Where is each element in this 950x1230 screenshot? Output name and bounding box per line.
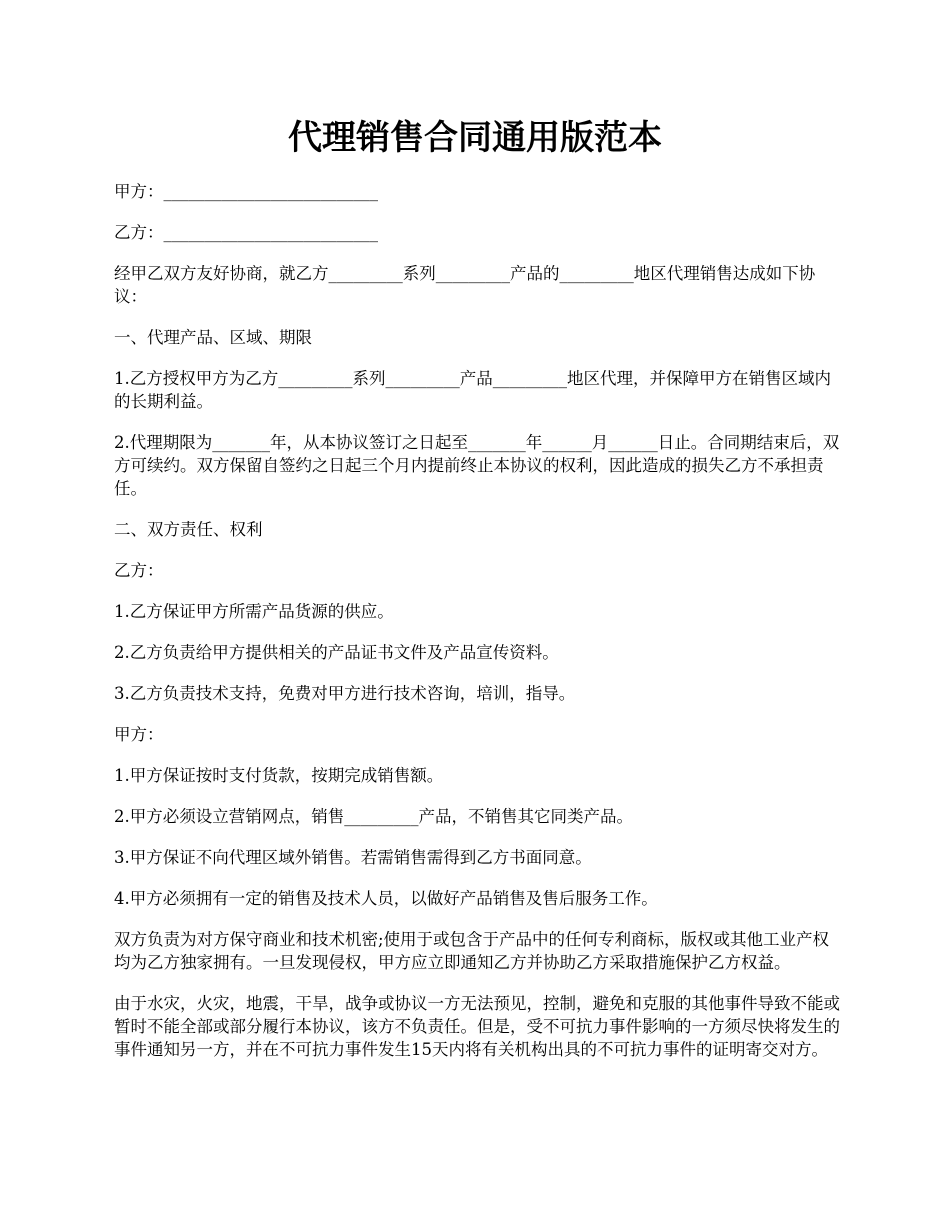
party-a-line: 甲方：__________________________ (114, 182, 378, 201)
party-a-clause-3: 3.甲方保证不向代理区域外销售。若需销售需得到乙方书面同意。 (114, 848, 592, 867)
party-b-clause-3: 3.乙方负责技术支持，免费对甲方进行技术咨询，培训，指导。 (114, 684, 576, 703)
party-b-clause-2: 2.乙方负责给甲方提供相关的产品证书文件及产品宣传资料。 (114, 643, 559, 662)
party-a-heading: 甲方： (114, 725, 164, 744)
document-body (114, 180, 840, 1079)
section-heading-2: 二、双方责任、权利 (114, 520, 263, 539)
confidentiality-paragraph: 双方负责为对方保守商业和技术机密;使用于或包含于产品中的任何专利商标，版权或其他工业产权均为乙方独家拥有。一旦发现侵权，甲方应立即通知乙方并协助乙方采取措施保护乙方权益。 (114, 930, 830, 972)
party-b-clause-1: 1.乙方保证甲方所需产品货源的供应。 (114, 602, 394, 621)
party-b-heading: 乙方： (114, 561, 164, 580)
force-majeure-paragraph: 由于水灾，火灾，地震，干旱，战争或协议一方无法预见，控制，避免和克服的其他事件导致不能或暂时不能全部或部分履行本协议，该方不负责任。但是，受不可抗力事件影响的一方须尽快将发生的事件通知另一方，并在不可抗力事件发生15天内将有关机构出具的不可抗力事件的证明寄交对方。 (114, 994, 840, 1059)
document-title: 代理销售合同通用版范本 (288, 118, 662, 158)
section-heading-1: 一、代理产品、区域、期限 (114, 328, 312, 347)
clause-1-1: 1.乙方授权甲方为乙方_________系列_________产品_________地区代理，并保障甲方在销售区域内的长期利益。 (114, 369, 831, 411)
party-a-clause-1: 1.甲方保证按时支付货款，按期完成销售额。 (114, 766, 444, 785)
clause-1-2: 2.代理期限为_______年，从本协议签订之日起至_______年______月______日止。合同期结束后，双方可续约。双方保留自签约之日起三个月内提前终止本协议的权利，因此造成的损失乙方不承担责任。 (114, 433, 840, 498)
intro-paragraph: 经甲乙双方友好协商，就乙方_________系列_________产品的_________地区代理销售达成如下协议： (114, 264, 816, 306)
party-b-line: 乙方：__________________________ (114, 223, 378, 242)
party-a-clause-4: 4.甲方必须拥有一定的销售及技术人员，以做好产品销售及售后服务工作。 (114, 889, 658, 908)
party-a-clause-2: 2.甲方必须设立营销网点，销售_________产品，不销售其它同类产品。 (114, 807, 633, 826)
